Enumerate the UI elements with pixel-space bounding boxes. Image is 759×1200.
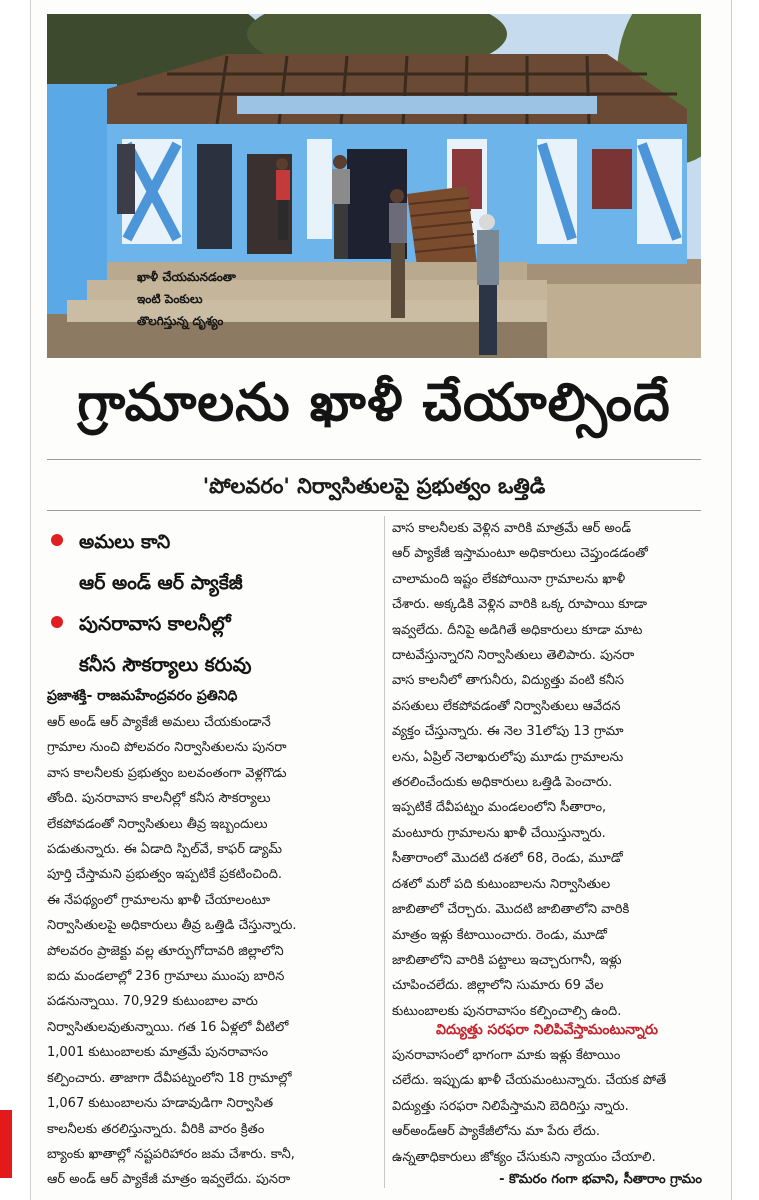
text-line: ఉన్నతాధికారులు జోక్యం చేసుకుని న్యాయం చేయాలి. bbox=[392, 1149, 656, 1165]
photo-caption-line: ఇంటి పెంకులు bbox=[137, 292, 203, 306]
text-line: గ్రామాల నుంచి పోలవరం నిర్వాసితులను పునరా bbox=[47, 740, 287, 756]
text-line: తరలించేందుకు అధికారులు ఒత్తిడి పెంచారు. bbox=[392, 775, 613, 791]
text-line: ఆర్ అండ్ ఆర్ ప్యాకేజీ అమలు చేయకుండానే bbox=[47, 715, 271, 730]
photo-caption-line: తొలగిస్తున్న దృశ్యం bbox=[137, 314, 224, 328]
bullet-item bbox=[47, 604, 377, 686]
text-line: చేశారు. అక్కడికి వెళ్లిన వారికి ఒక్క రూపాయి కూడా bbox=[392, 597, 648, 613]
text-line: చూపించలేదు. జిల్లాలోని సుమారు 69 వేల bbox=[392, 978, 604, 994]
headline-rule bbox=[47, 459, 701, 460]
text-line: పూర్తి చేస్తామని ప్రభుత్వం ఇప్పటికే ప్రకటించింది. bbox=[47, 867, 283, 883]
photo-caption-line: ఖాళీ చేయమనడంతా bbox=[137, 270, 236, 284]
text-line: సీతారాంలో మొదటి దశలో 68, రెండు, మూడో bbox=[392, 851, 623, 867]
text-line: వాస కాలనీలకు ప్రభుత్వం బలవంతంగా వెళ్లగొడు bbox=[47, 765, 287, 781]
quote-text bbox=[392, 1043, 702, 1170]
bullet-dot-icon bbox=[51, 616, 63, 628]
text-line: పడనున్నాయి. 70,929 కుటుంబాల వారు bbox=[47, 994, 258, 1010]
text-line: జాబితాలోని వారికి పట్టాలు ఇచ్చారుగానీ, ఇళ్లు bbox=[392, 952, 622, 968]
left-column-text bbox=[47, 710, 377, 1193]
article-subheadline: 'పోలవరం' నిర్వాసితులపై ప్రభుత్వం ఒత్తిడి bbox=[202, 474, 546, 498]
text-line: నిర్వాసితులపై అధికారులు తీవ్ర ఒత్తిడి చేస్తున్నారు. bbox=[47, 918, 297, 934]
bullet-dot-icon bbox=[51, 534, 63, 546]
column-divider bbox=[384, 516, 385, 1188]
text-line: లను, ఏప్రిల్ నెలాఖరులోపు మూడు గ్రామాలను bbox=[392, 749, 624, 765]
text-line: వసతులు లేకపోవడంతో నిర్వాసితులు ఆవేదన bbox=[392, 698, 621, 714]
text-line: లేకపోవడంతో నిర్వాసితులు తీవ్ర ఇబ్బందులు bbox=[47, 816, 268, 832]
text-line: మంటూరు గ్రామాలను ఖాళీ చేయిస్తున్నారు. bbox=[392, 825, 606, 841]
text-line: ఈ నేపథ్యంలో గ్రామాలను ఖాళీ చేయాలంటూ bbox=[47, 892, 271, 908]
subheadline-rule bbox=[47, 510, 701, 511]
text-line: కాలనీలకు తరలిస్తున్నారు. వీరికి వారం క్రితం bbox=[47, 1121, 265, 1137]
article-photo bbox=[47, 14, 701, 358]
quote-signature: - కొమరం గంగా భవాని, సీతారాం గ్రామం bbox=[499, 1172, 702, 1187]
text-line: ఆర్‌అండ్ఆర్ ప్యాకేజీలోను మా పేరు లేదు. bbox=[392, 1124, 601, 1140]
text-line: ఆర్ ప్యాకేజీ ఇస్తామంటూ అధికారులు చెప్తుండడంతో bbox=[392, 546, 648, 562]
text-line: ఇవ్వలేదు. దీనిపై అడిగితే అధికారులు కూడా మాట bbox=[392, 622, 643, 638]
text-line: వాస కాలనీలో తాగునీరు, విద్యుత్తు వంటి కనీస bbox=[392, 673, 625, 689]
text-line: 1,001 కుటుంబాలకు మాత్రమే పునరావాసం bbox=[47, 1045, 269, 1061]
text-line: కల్పించారు. తాజాగా దేవీపట్నంలోని 18 గ్రామాల్లో bbox=[47, 1070, 292, 1086]
bullet-line: కనీస సౌకర్యాలు కరువు bbox=[79, 654, 252, 676]
text-line: పునరావాసంలో భాగంగా మాకు ఇళ్లు కేటాయిం bbox=[392, 1048, 621, 1063]
article-headline: గ్రామాలను ఖాళీ చేయాల్సిందే bbox=[77, 373, 671, 433]
text-line: 1,067 కుటుంబాలను హడావుడిగా నిర్వాసిత bbox=[47, 1096, 274, 1112]
text-line: చలేదు. ఇప్పుడు ఖాళీ చేయమంటున్నారు. చేయక పోతే bbox=[392, 1073, 667, 1089]
bullet-line: ఆర్ అండ్ ఆర్ ప్యాకేజీ bbox=[79, 572, 243, 594]
photo-caption bbox=[137, 266, 297, 332]
text-line: దశలో మరో పది కుటుంబాలను నిర్వాసితుల bbox=[392, 876, 611, 892]
article-subheading: విద్యుత్తు సరఫరా నిలిపివేస్తామంటున్నారు bbox=[435, 1022, 658, 1038]
text-line: చాలామంది ఇష్టం లేకపోయినా గ్రామాలను ఖాళీ bbox=[392, 571, 626, 587]
text-line: ఐదు మండలాల్లో 236 గ్రామాలు ముంపు బారిన bbox=[47, 969, 285, 985]
text-line: వ్యక్తం చేస్తున్నారు. ఈ నెల 31లోపు 13 గ్రామా bbox=[392, 724, 624, 740]
text-line: ఇప్పటికే దేవీపట్నం మండలంలోని సీతారాం, bbox=[392, 800, 607, 816]
text-line: వాస కాలనీలకు వెళ్లిన వారికి మాత్రమే ఆర్ అండ్ bbox=[392, 521, 632, 536]
text-line: మాత్రం ఇళ్లు కేటాయించారు. రెండు, మూడో bbox=[392, 927, 607, 943]
bullet-line: అమలు కాని bbox=[79, 531, 171, 553]
highlight-bullets bbox=[47, 522, 377, 686]
text-line: కుటుంబాలకు పునరావాసం కల్పించాల్సి ఉంది. bbox=[392, 1003, 622, 1019]
bullet-item bbox=[47, 522, 377, 604]
right-column-text bbox=[392, 516, 702, 1024]
dateline: ప్రజాశక్తి- రాజమహేంద్రవరం ప్రతినిధి bbox=[47, 688, 238, 704]
text-line: విద్యుత్తు సరఫరా నిలిపేస్తామని బెదిరిస్తు న్నారు. bbox=[392, 1098, 629, 1114]
text-line: ఆర్ అండ్ ఆర్ ప్యాకేజీ మాత్రం ఇవ్వలేదు. పునరా bbox=[47, 1172, 291, 1188]
text-line: జాబితాలో చేర్చారు. మొదటి జాబితాలోని వారికి bbox=[392, 902, 630, 918]
side-red-marker bbox=[0, 1110, 12, 1178]
text-line: పడుతున్నారు. ఈ ఏడాది స్పిల్‌వే, కాఫర్ డ్యామ్ bbox=[47, 842, 283, 858]
bullet-line: పునరావాస కాలనీల్లో bbox=[79, 613, 231, 635]
text-line: నిర్వాసితులవుతున్నాయి. గత 16 ఏళ్లలో వీటిలో bbox=[47, 1019, 289, 1035]
text-line: దాటవేస్తున్నారని నిర్వాసితులు తెలిపారు. పునరా bbox=[392, 648, 635, 664]
text-line: పోలవరం ప్రాజెక్టు వల్ల తూర్పుగోదావరి జిల్లాలోని bbox=[47, 943, 284, 959]
text-line: తోంది. పునరావాస కాలనీల్లో కనీస సౌకర్యాలు bbox=[47, 791, 271, 807]
text-line: బ్యాంకు ఖాతాల్లో నష్టపరిహారం జమ చేశారు. కానీ, bbox=[47, 1146, 295, 1162]
